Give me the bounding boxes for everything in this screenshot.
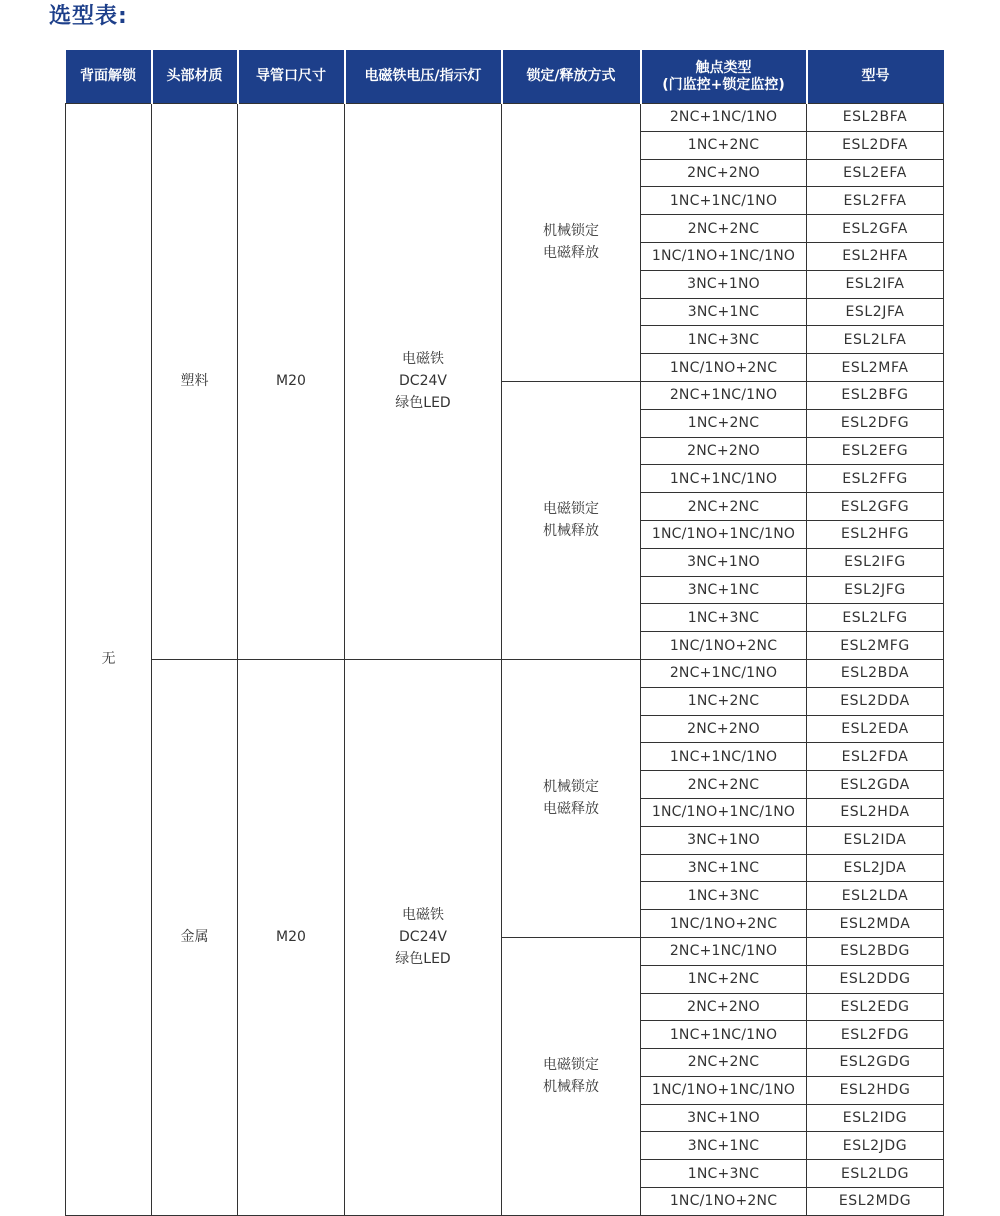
model-cell: ESL2MFA	[807, 354, 944, 382]
lock-release-line: 电磁释放	[543, 245, 599, 262]
lock-release-cell	[502, 659, 641, 937]
contact-type-cell: 2NC+2NC	[641, 215, 807, 243]
magnet-voltage-cell	[345, 659, 502, 1215]
magnet-voltage-line: 绿色LED	[395, 395, 451, 412]
magnet-voltage-line: 绿色LED	[395, 951, 451, 968]
model-cell: ESL2FDA	[807, 743, 944, 771]
model-cell: ESL2BFG	[807, 381, 944, 409]
model-cell: ESL2BFA	[807, 104, 944, 132]
contact-type-cell: 1NC+1NC/1NO	[641, 465, 807, 493]
contact-type-cell: 1NC+1NC/1NO	[641, 743, 807, 771]
header-lock-release: 锁定/释放方式	[502, 50, 641, 104]
contact-type-cell: 3NC+1NC	[641, 298, 807, 326]
magnet-voltage-cell	[345, 104, 502, 660]
model-cell: ESL2GFG	[807, 493, 944, 521]
magnet-voltage-line: 电磁铁	[402, 907, 444, 924]
model-cell: ESL2FFG	[807, 465, 944, 493]
model-cell: ESL2JFG	[807, 576, 944, 604]
contact-type-cell: 2NC+1NC/1NO	[641, 659, 807, 687]
model-cell: ESL2DDG	[807, 965, 944, 993]
page-title: 选型表:	[49, 4, 128, 29]
model-cell: ESL2IFA	[807, 270, 944, 298]
model-cell: ESL2MDG	[807, 1188, 944, 1216]
contact-type-cell: 3NC+1NC	[641, 1132, 807, 1160]
model-cell: ESL2LFG	[807, 604, 944, 632]
magnet-voltage-line: DC24V	[399, 929, 447, 946]
model-cell: ESL2FDG	[807, 1021, 944, 1049]
header-contact-type-line1: 触点类型	[695, 59, 752, 76]
lock-release-line: 电磁释放	[543, 801, 599, 818]
contact-type-cell: 2NC+2NO	[641, 715, 807, 743]
header-conduit-size: 导管口尺寸	[238, 50, 345, 104]
lock-release-line: 机械锁定	[543, 223, 599, 240]
model-cell: ESL2JDA	[807, 854, 944, 882]
contact-type-cell: 1NC/1NO+1NC/1NO	[641, 520, 807, 548]
head-material-cell: 塑料	[152, 104, 238, 660]
model-cell: ESL2GDG	[807, 1049, 944, 1077]
contact-type-cell: 1NC/1NO+2NC	[641, 632, 807, 660]
model-cell: ESL2JFA	[807, 298, 944, 326]
model-cell: ESL2GFA	[807, 215, 944, 243]
contact-type-cell: 2NC+2NO	[641, 993, 807, 1021]
lock-release-line: 机械释放	[543, 1079, 599, 1096]
model-cell: ESL2DFA	[807, 131, 944, 159]
model-cell: ESL2HFG	[807, 520, 944, 548]
header-magnet-voltage: 电磁铁电压/指示灯	[345, 50, 502, 104]
lock-release-cell	[502, 937, 641, 1215]
contact-type-cell: 2NC+2NC	[641, 1049, 807, 1077]
model-cell: ESL2FFA	[807, 187, 944, 215]
model-cell: ESL2MFG	[807, 632, 944, 660]
model-cell: ESL2EFG	[807, 437, 944, 465]
contact-type-cell: 3NC+1NC	[641, 854, 807, 882]
model-cell: ESL2EFA	[807, 159, 944, 187]
contact-type-cell: 1NC+2NC	[641, 687, 807, 715]
lock-release-line: 机械释放	[543, 523, 599, 540]
lock-release-line: 机械锁定	[543, 779, 599, 796]
header-contact-type	[641, 50, 807, 104]
table-body	[66, 104, 944, 1216]
contact-type-cell: 2NC+2NO	[641, 437, 807, 465]
model-cell: ESL2HDG	[807, 1076, 944, 1104]
model-cell: ESL2LDA	[807, 882, 944, 910]
contact-type-cell: 3NC+1NO	[641, 826, 807, 854]
model-cell: ESL2IDA	[807, 826, 944, 854]
contact-type-cell: 3NC+1NO	[641, 548, 807, 576]
contact-type-cell: 1NC/1NO+1NC/1NO	[641, 1076, 807, 1104]
contact-type-cell: 1NC+1NC/1NO	[641, 1021, 807, 1049]
table-header	[66, 50, 944, 104]
contact-type-cell: 1NC+2NC	[641, 965, 807, 993]
contact-type-cell: 1NC/1NO+1NC/1NO	[641, 242, 807, 270]
contact-type-cell: 1NC/1NO+2NC	[641, 354, 807, 382]
lock-release-cell	[502, 104, 641, 382]
model-cell: ESL2HFA	[807, 242, 944, 270]
model-cell: ESL2HDA	[807, 798, 944, 826]
contact-type-cell: 2NC+2NC	[641, 493, 807, 521]
magnet-voltage-line: 电磁铁	[402, 351, 444, 368]
contact-type-cell: 1NC+2NC	[641, 131, 807, 159]
lock-release-line: 电磁锁定	[543, 501, 599, 518]
model-cell: ESL2EDG	[807, 993, 944, 1021]
contact-type-cell: 3NC+1NO	[641, 270, 807, 298]
contact-type-cell: 3NC+1NC	[641, 576, 807, 604]
magnet-voltage-line: DC24V	[399, 373, 447, 390]
contact-type-cell: 2NC+1NC/1NO	[641, 937, 807, 965]
lock-release-line: 电磁锁定	[543, 1057, 599, 1074]
contact-type-cell: 1NC+3NC	[641, 882, 807, 910]
contact-type-cell: 1NC+1NC/1NO	[641, 187, 807, 215]
selection-table	[65, 50, 944, 1216]
lock-release-cell	[502, 381, 641, 659]
header-head-material: 头部材质	[152, 50, 238, 104]
contact-type-cell: 1NC/1NO+1NC/1NO	[641, 798, 807, 826]
model-cell: ESL2BDA	[807, 659, 944, 687]
header-contact-type-line2: (门监控+锁定监控)	[662, 76, 785, 93]
model-cell: ESL2IDG	[807, 1104, 944, 1132]
model-cell: ESL2EDA	[807, 715, 944, 743]
head-material-cell: 金属	[152, 659, 238, 1215]
contact-type-cell: 1NC/1NO+2NC	[641, 910, 807, 938]
back-unlock-cell: 无	[66, 104, 152, 1216]
contact-type-cell: 3NC+1NO	[641, 1104, 807, 1132]
contact-type-cell: 1NC+3NC	[641, 326, 807, 354]
model-cell: ESL2MDA	[807, 910, 944, 938]
model-cell: ESL2LFA	[807, 326, 944, 354]
model-cell: ESL2LDG	[807, 1160, 944, 1188]
contact-type-cell: 1NC+2NC	[641, 409, 807, 437]
contact-type-cell: 1NC+3NC	[641, 1160, 807, 1188]
model-cell: ESL2DDA	[807, 687, 944, 715]
model-cell: ESL2JDG	[807, 1132, 944, 1160]
model-cell: ESL2BDG	[807, 937, 944, 965]
contact-type-cell: 1NC/1NO+2NC	[641, 1188, 807, 1216]
contact-type-cell: 2NC+2NC	[641, 771, 807, 799]
conduit-size-cell: M20	[238, 104, 345, 660]
table-row	[66, 104, 944, 132]
model-cell: ESL2IFG	[807, 548, 944, 576]
header-model: 型号	[807, 50, 944, 104]
contact-type-cell: 2NC+2NO	[641, 159, 807, 187]
contact-type-cell: 1NC+3NC	[641, 604, 807, 632]
conduit-size-cell: M20	[238, 659, 345, 1215]
header-back-unlock: 背面解锁	[66, 50, 152, 104]
contact-type-cell: 2NC+1NC/1NO	[641, 381, 807, 409]
model-cell: ESL2GDA	[807, 771, 944, 799]
contact-type-cell: 2NC+1NC/1NO	[641, 104, 807, 132]
table-row	[66, 659, 944, 687]
model-cell: ESL2DFG	[807, 409, 944, 437]
